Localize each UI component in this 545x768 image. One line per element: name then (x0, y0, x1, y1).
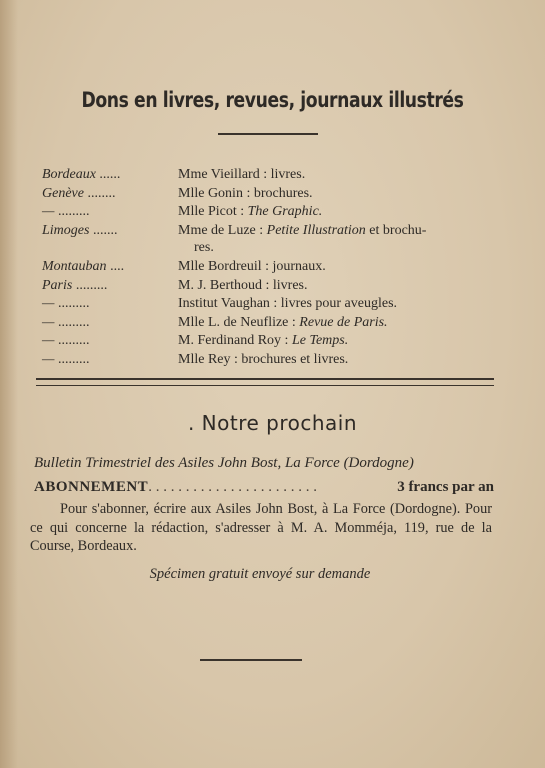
donor-city (42, 295, 178, 314)
gift-text: Mlle Picot : (178, 204, 248, 220)
donor-gift (178, 332, 512, 351)
gift-publication: Le Temps. (291, 333, 349, 349)
donor-city-name: — (42, 204, 55, 220)
donor-city (42, 351, 178, 370)
donor-city-name: Paris (42, 277, 73, 293)
section-divider (36, 378, 494, 386)
donor-city (42, 332, 178, 351)
donor-city-name: Limoges (42, 222, 90, 238)
donor-row (42, 222, 512, 241)
section-heading: . Notre prochain (187, 411, 358, 435)
title-rule (218, 133, 318, 135)
page-title: Dons en livres, revues, journaux illustrés (81, 88, 464, 112)
donor-row (42, 166, 512, 185)
donor-gift (178, 295, 512, 314)
subscription-dots: . . . . . . . . . . . . . . . . . . . . . . . (148, 479, 317, 495)
leader-dots: ...... (95, 167, 121, 182)
closing-rule (200, 659, 302, 661)
subscription-paragraph (30, 500, 492, 556)
subscription-label: ABONNEMENT (34, 479, 149, 495)
donor-city-name: — (42, 296, 55, 312)
page-edge-shadow (0, 0, 18, 768)
gift-text: M. Ferdinand Roy : (178, 333, 292, 349)
donor-gift (178, 258, 512, 277)
gift-publication: The Graphic. (247, 204, 323, 220)
donor-row (42, 203, 512, 222)
donor-row (42, 185, 512, 204)
donor-city (42, 166, 178, 185)
specimen-note: Spécimen gratuit envoyé sur demande (149, 566, 371, 582)
gift-text: M. J. Berthoud : livres. (178, 277, 308, 293)
leader-dots: ........ (83, 185, 116, 201)
gift-text: Mlle Bordreuil : journaux. (178, 258, 326, 274)
gift-text: Mme de Luze : (178, 222, 267, 238)
donor-row (42, 295, 512, 314)
subscription-price: 3 francs par an (397, 479, 494, 495)
leader-dots: ....... (89, 222, 118, 238)
donor-gift (178, 314, 512, 333)
donor-gift (178, 203, 512, 222)
donor-row (42, 351, 512, 370)
gift-text: Mlle L. de Neuflize : (178, 314, 300, 330)
donor-city (42, 314, 178, 333)
gift-text: Institut Vaughan : livres pour aveugles. (178, 296, 398, 312)
donor-city (42, 222, 178, 241)
donor-row (42, 258, 512, 277)
leader-dots: ......... (54, 296, 90, 312)
subscription-line (34, 479, 494, 496)
donor-city-name: — (42, 333, 55, 349)
donor-city-name: Genève (42, 185, 84, 201)
donor-row (42, 332, 512, 351)
donor-gift-continuation: res. (194, 240, 214, 256)
gift-text: Mme Vieillard : livres. (178, 167, 306, 182)
gift-publication: Petite Illustration (266, 222, 366, 238)
donor-city-name: — (42, 314, 55, 330)
leader-dots: .... (106, 258, 125, 274)
donor-city-name: Montauban (42, 258, 107, 274)
donor-gift (178, 277, 512, 296)
donor-row (42, 277, 512, 296)
paragraph-text: Pour s'abonner, écrire aux Asiles John Bost, à La Force (Dordogne). Pour ce qui concerne la rédaction, s'adresser à M. A. Momméja, 119, rue de la Course, Bordeaux. (30, 501, 492, 554)
leader-dots: ......... (54, 314, 90, 330)
donor-gift (178, 185, 512, 204)
bulletin-title: Bulletin Trimestriel des Asiles John Bost, La Force (Dordogne) (34, 455, 414, 471)
donor-row (42, 314, 512, 333)
gift-text-tail: et brochu- (365, 222, 427, 238)
leader-dots: ......... (72, 277, 108, 293)
donor-city-name: — (42, 351, 55, 367)
donor-city (42, 277, 178, 296)
gift-text: Mlle Gonin : brochures. (178, 185, 313, 201)
donor-gift (178, 222, 512, 241)
leader-dots: ......... (54, 333, 90, 349)
gift-publication: Revue de Paris. (299, 314, 388, 330)
leader-dots: ......... (54, 204, 90, 220)
donor-gift (178, 351, 512, 370)
donor-city (42, 258, 178, 277)
leader-dots: ......... (54, 351, 90, 367)
donor-list (42, 166, 512, 370)
donor-gift (178, 166, 512, 185)
gift-text: Mlle Rey : brochures et livres. (178, 351, 349, 367)
donor-city-name: Bordeaux (42, 167, 96, 182)
donor-city (42, 185, 178, 204)
donor-city (42, 203, 178, 222)
